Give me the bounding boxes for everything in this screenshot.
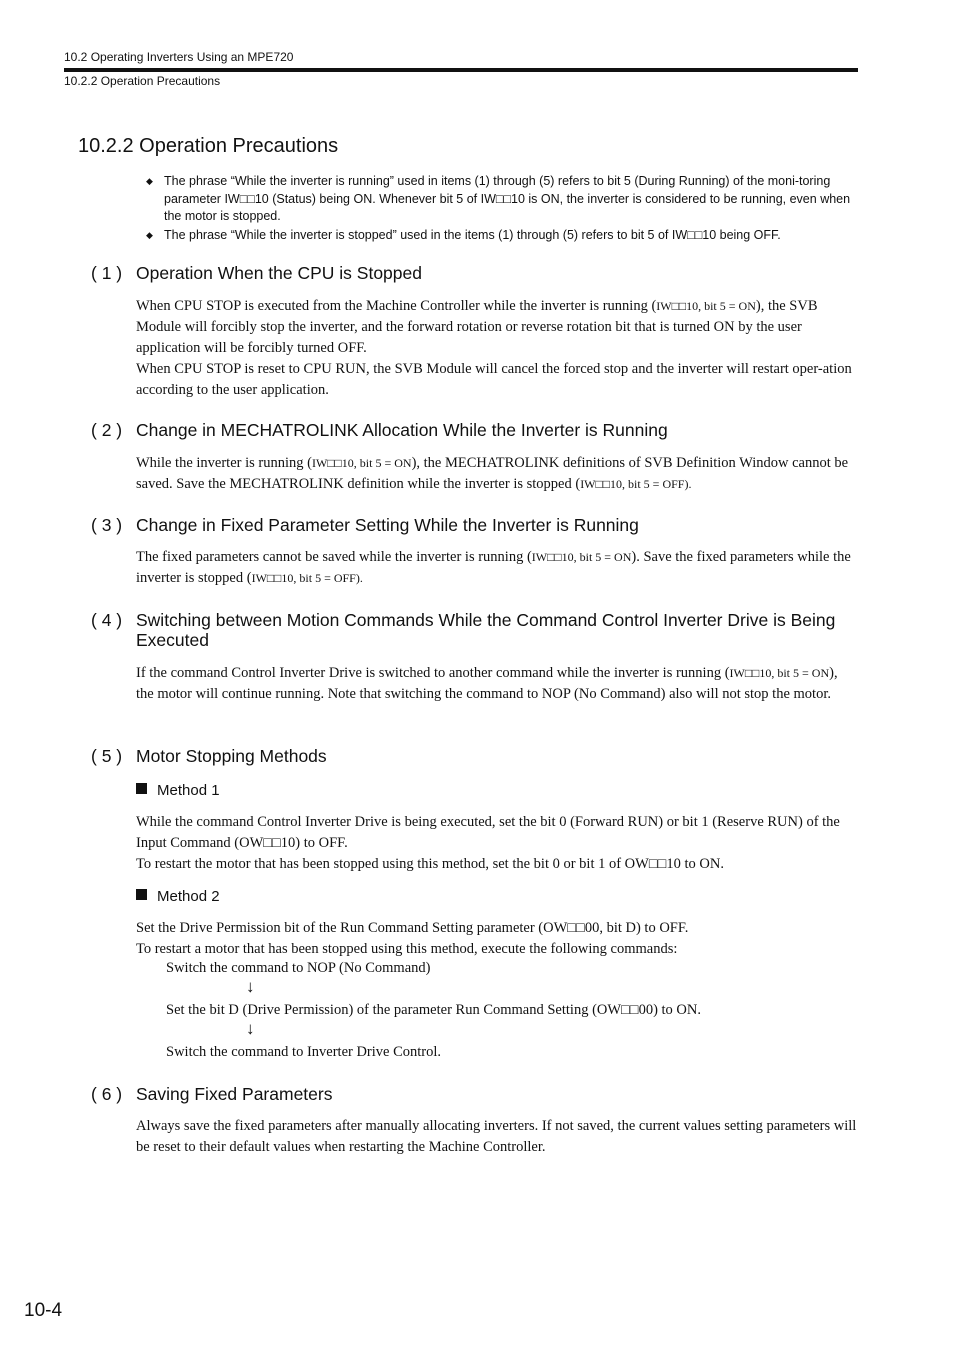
diamond-bullet-icon: ◆ [146,176,153,186]
subsection-4-heading: ( 4 ) Switching between Motion Commands While the Command Control Inverter Drive is Being Executed [91,610,836,650]
running-header-section: 10.2 Operating Inverters Using an MPE720 [64,50,294,64]
subsection-1-paragraph: When CPU STOP is executed from the Machine Controller while the inverter is running (IW□□10, bit 5 = ON), the SVB Module will forcibly stop the inverter, and the forward rotation or reverse rotation bit that is turned ON by the user application will be forcibly turned OFF. When CPU STOP is reset to CPU RUN, the SVB Module will cancel the forced stop and the inverter will restart oper-ation according to the user application. [136,298,852,398]
method-2-heading: Method 2 [136,888,220,905]
running-header-subsection: 10.2.2 Operation Precautions [64,74,221,88]
command-step-1: Switch the command to NOP (No Command) [166,960,431,976]
subsection-6-heading: ( 6 ) Saving Fixed Parameters [91,1084,333,1104]
note-bullets [146,173,858,246]
command-step-2: Set the bit D (Drive Permission) of the parameter Run Command Setting (OW□□00) to ON. [166,1002,701,1018]
section-title: 10.2.2 Operation Precautions [78,135,339,157]
square-bullet-icon [136,889,147,900]
subsection-6-paragraph: Always save the fixed parameters after manually allocating inverters. If not saved, the current values setting parameters will be reset to their default values when restarting the Machine Controller. [136,1118,857,1155]
command-step-3: Switch the command to Inverter Drive Control. [166,1044,442,1060]
subsection-4-paragraph: If the command Control Inverter Drive is switched to another command while the inverter is running (IW□□10, bit 5 = ON), the motor will continue running. Note that switching the command to NOP (No Command) also will not stop the motor. [136,665,838,702]
header-rule [64,68,858,72]
diamond-bullet-icon: ◆ [146,230,153,240]
square-bullet-icon [136,783,147,794]
method-1-paragraph: While the command Control Inverter Drive is being executed, set the bit 0 (Forward RUN) or bit 1 (Reserve RUN) of the Input Command (OW□□10) to OFF. To restart the motor that has been stopped using this method, set the bit 0 or bit 1 of OW□□10 to ON. [136,814,840,872]
method-2-paragraph: Set the Drive Permission bit of the Run Command Setting parameter (OW□□00, bit D) to OFF. To restart a motor that has been stopped using this method, execute the following commands: [136,920,689,957]
down-arrow-icon: ↓ [246,977,255,996]
page-number: 10-4 [24,1300,63,1321]
subsection-2-paragraph: While the inverter is running (IW□□10, bit 5 = ON), the MECHATROLINK definitions of SVB Definition Window cannot be saved. Save the MECHATROLINK definition while the inverter is stopped (IW□□10, bit 5 = OFF). [136,455,849,492]
bullet-item: ◆ The phrase “While the inverter is running” used in items (1) through (5) refers to bit 5 (During Running) of the moni-toring parameter IW□□10 (Status) being ON. Whenever bit 5 of IW□□10 is ON, the inverter is considered to be running, even when the motor is stopped. [146,174,851,223]
subsection-1-heading: ( 1 ) Operation When the CPU is Stopped [91,263,422,283]
down-arrow-icon: ↓ [246,1019,255,1038]
subsection-5-heading: ( 5 ) Motor Stopping Methods [91,746,327,766]
bullet-item: ◆ The phrase “While the inverter is stopped” used in the items (1) through (5) refers to bit 5 of IW□□10 being OFF. [146,227,858,245]
subsection-3-paragraph: The fixed parameters cannot be saved while the inverter is running (IW□□10, bit 5 = ON). Save the fixed parameters while the inverter is stopped (IW□□10, bit 5 = OFF). [136,549,851,586]
subsection-2-heading: ( 2 ) Change in MECHATROLINK Allocation While the Inverter is Running [91,420,668,440]
method-1-heading: Method 1 [136,782,220,799]
subsection-3-heading: ( 3 ) Change in Fixed Parameter Setting While the Inverter is Running [91,515,639,535]
